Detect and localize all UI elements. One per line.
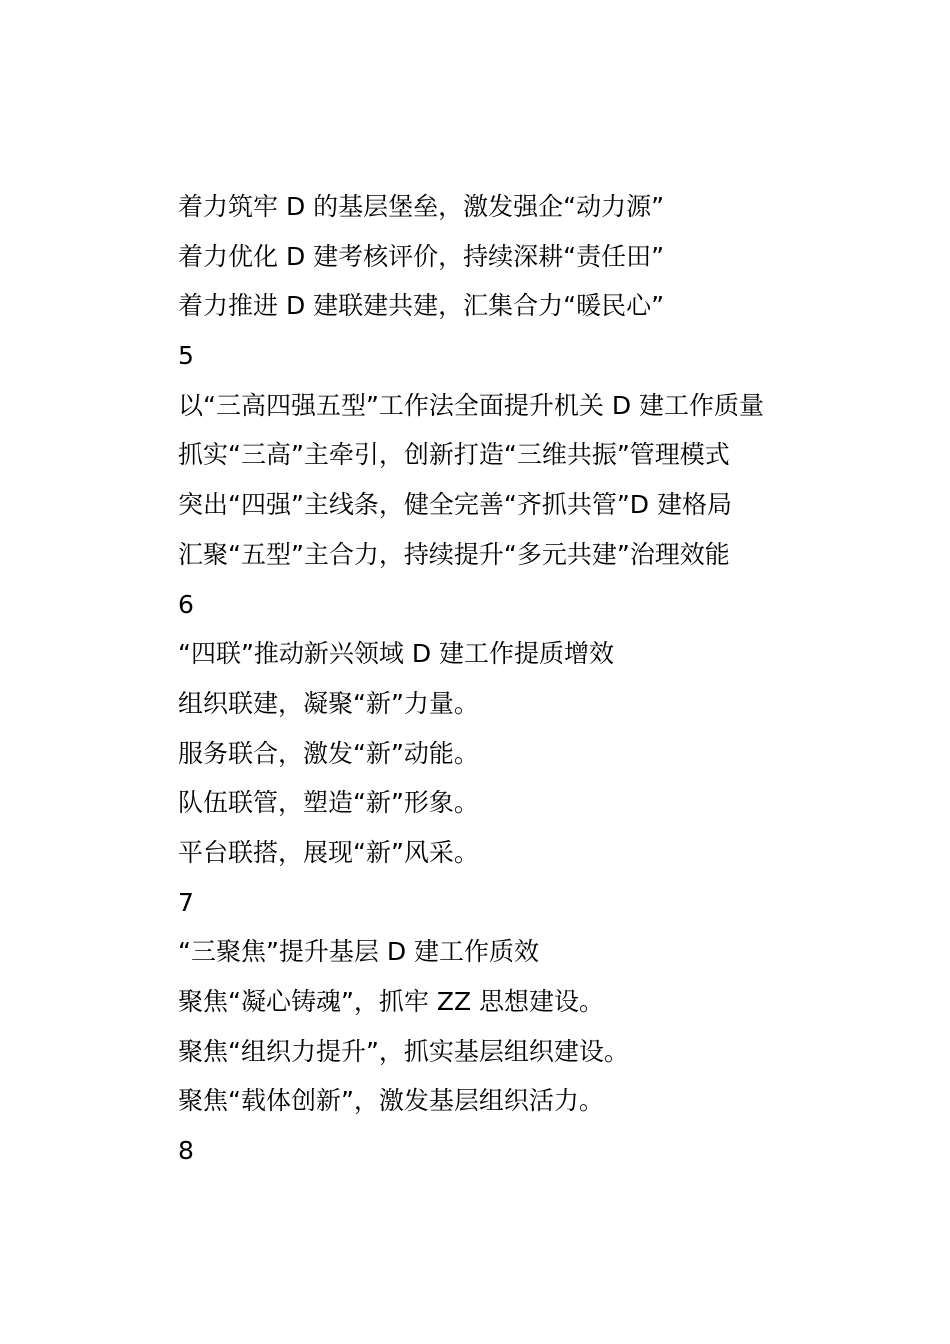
text-line: 抓实“三高”主牵引，创新打造“三维共振”管理模式: [178, 440, 730, 470]
text-line: 服务联合，激发“新”动能。: [178, 738, 479, 768]
text-body: [178, 182, 878, 1176]
text-line: 汇聚“五型”主合力，持续提升“多元共建”治理效能: [178, 539, 730, 569]
text-line: 突出“四强”主线条，健全完善“齐抓共管”D 建格局: [178, 490, 733, 520]
text-line: 聚焦“凝心铸魂”，抓牢 ZZ 思想建设。: [178, 987, 605, 1016]
section-heading: 以“三高四强五型”工作法全面提升机关 D 建工作质量: [178, 390, 765, 420]
text-line: 聚焦“组织力提升”，抓实基层组织建设。: [178, 1036, 629, 1066]
text-line: 组织联建，凝聚“新”力量。: [178, 688, 479, 718]
text-line: 着力筑牢 D 的基层堡垒，激发强企“动力源”: [178, 192, 665, 221]
text-line: 队伍联管，塑造“新”形象。: [178, 788, 479, 818]
section-heading: “三聚焦”提升基层 D 建工作质效: [178, 937, 540, 967]
section-number: 8: [178, 1136, 194, 1166]
section-number: 7: [178, 887, 194, 917]
text-line: 着力优化 D 建考核评价，持续深耕“责任田”: [178, 241, 665, 271]
text-line: 聚焦“载体创新”，激发基层组织活力。: [178, 1086, 604, 1116]
text-line: 平台联搭，展现“新”风采。: [178, 837, 479, 867]
text-line: 着力推进 D 建联建共建，汇集合力“暖民心”: [178, 291, 665, 321]
section-number: 6: [178, 589, 194, 619]
section-number: 5: [178, 341, 194, 371]
section-heading: “四联”推动新兴领域 D 建工作提质增效: [178, 639, 615, 669]
